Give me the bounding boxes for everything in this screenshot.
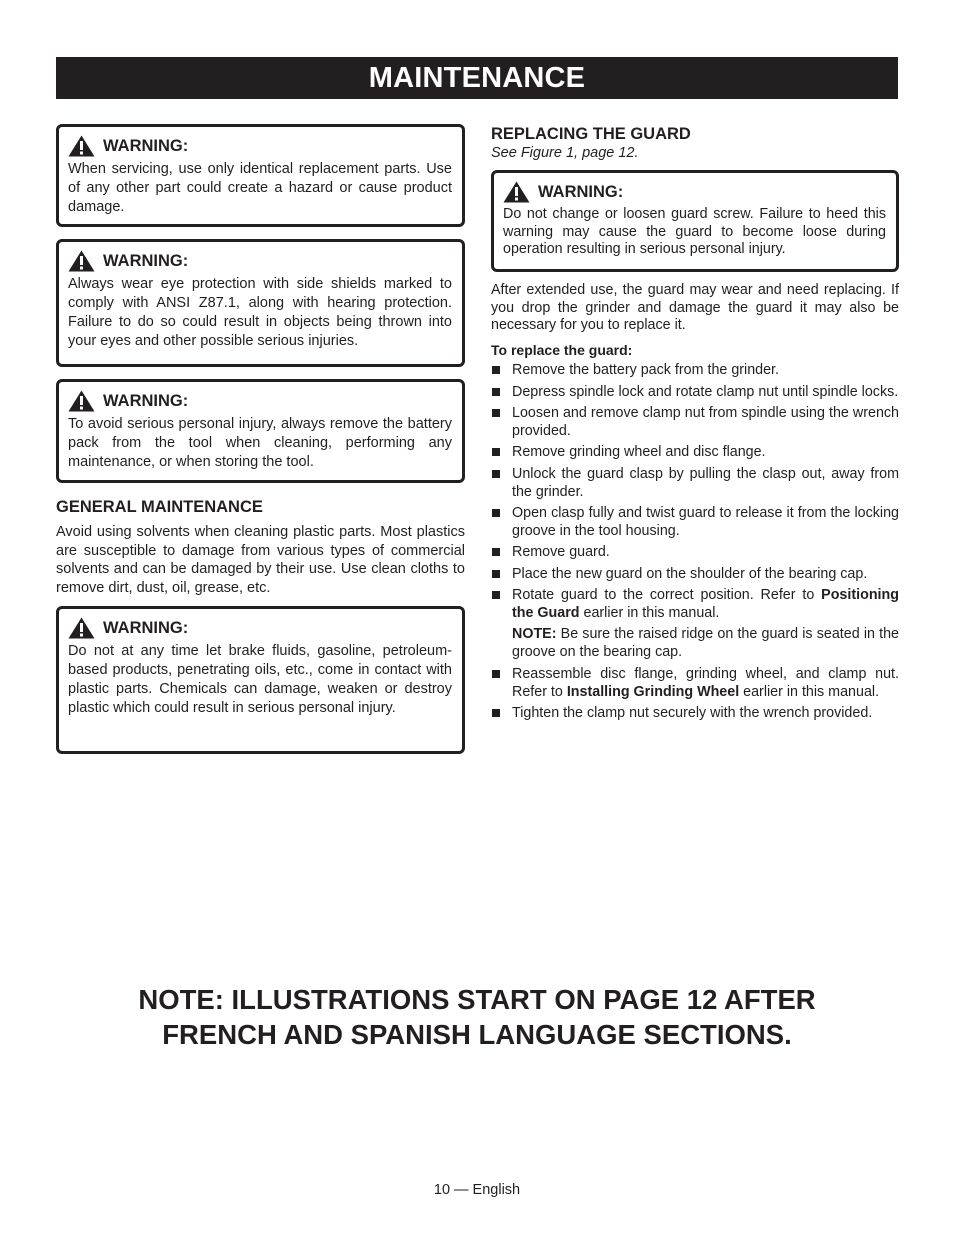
- step-text: Rotate guard to the correct position. Refer to: [512, 587, 822, 604]
- list-item: [491, 383, 899, 401]
- right-column: [491, 124, 899, 725]
- list-item: [491, 465, 899, 501]
- step-text: Remove guard.: [512, 544, 610, 561]
- warning-triangle-icon: [68, 390, 95, 412]
- warning-label: WARNING:: [103, 618, 189, 637]
- step-text: Loosen and remove clamp nut from spindle using the wrench provided.: [512, 404, 899, 439]
- warning-box-battery: [56, 379, 465, 483]
- list-item: [491, 361, 899, 379]
- warning-header: [503, 182, 886, 202]
- step-text: earlier in this manual.: [739, 683, 880, 700]
- warning-text: Always wear eye protection with side shields marked to comply with ANSI Z87.1, along with hearing protection. Failure to do so could result in objects being thrown into your eyes and other possible serious injuries.: [68, 276, 452, 349]
- bullet-square-icon: [492, 366, 500, 374]
- warning-box-replacement-parts: [56, 124, 465, 227]
- list-item: [491, 665, 899, 701]
- list-item: [491, 504, 899, 540]
- warning-box-eye-protection: [56, 239, 465, 367]
- warning-triangle-icon: [68, 617, 95, 639]
- bullet-square-icon: [492, 448, 500, 456]
- step-text: Place the new guard on the shoulder of the bearing cap.: [512, 565, 868, 582]
- step-text: Open clasp fully and twist guard to release it from the locking groove in the tool housing.: [512, 505, 899, 540]
- note-text: Be sure the raised ridge on the guard is seated in the groove on the bearing cap.: [512, 626, 899, 661]
- replacing-guard-title: REPLACING THE GUARD: [491, 125, 691, 143]
- note-label: NOTE:: [512, 626, 557, 643]
- step-text: Depress spindle lock and rotate clamp nut until spindle locks.: [512, 383, 899, 400]
- step-text: Remove grinding wheel and disc flange.: [512, 444, 766, 461]
- step-reference: Positioning the Guard: [512, 587, 899, 622]
- illustrations-note-line-2: FRENCH AND SPANISH LANGUAGE SECTIONS.: [162, 1019, 792, 1050]
- list-item: [491, 586, 899, 661]
- warning-header: [68, 251, 452, 271]
- warning-label: WARNING:: [103, 391, 189, 410]
- step-text: Reassemble disc flange, grinding wheel, and clamp nut. Refer to: [512, 665, 899, 700]
- warning-label: WARNING:: [103, 251, 189, 270]
- warning-header: [68, 391, 452, 411]
- general-maintenance-title: GENERAL MAINTENANCE: [56, 498, 263, 516]
- warning-box-chemicals: [56, 606, 465, 754]
- list-item: [491, 443, 899, 461]
- figure-reference: See Figure 1, page 12.: [491, 145, 639, 161]
- warning-header: [68, 618, 452, 638]
- step-text: earlier in this manual.: [579, 605, 720, 622]
- step-reference: Installing Grinding Wheel: [566, 683, 740, 700]
- illustrations-note-line-1: NOTE: ILLUSTRATIONS START ON PAGE 12 AFTER: [138, 984, 816, 1015]
- list-item: [491, 404, 899, 440]
- left-column: [56, 124, 465, 766]
- general-maintenance-text: Avoid using solvents when cleaning plastic parts. Most plastics are susceptible to damage from various types of commercial solvents and can be damaged by their use. Use clean cloths to remove dirt, dust, oil, grease, etc.: [56, 524, 465, 596]
- warning-label: WARNING:: [103, 136, 189, 155]
- illustrations-note: [56, 982, 898, 1052]
- step-text: Unlock the guard clasp by pulling the clasp out, away from the grinder.: [512, 465, 899, 500]
- warning-text: Do not at any time let brake fluids, gasoline, petroleum-based products, penetrating oils, etc., come in contact with plastic parts. Chemicals can damage, weaken or destroy plastic which could result in serious personal injury.: [68, 643, 452, 716]
- warning-label: WARNING:: [538, 182, 624, 201]
- warning-text: When servicing, use only identical replacement parts. Use of any other part could create a hazard or cause product damage.: [68, 161, 452, 215]
- steps-label: To replace the guard:: [491, 342, 633, 359]
- bullet-square-icon: [492, 470, 500, 478]
- step-text: Tighten the clamp nut securely with the wrench provided.: [512, 705, 873, 722]
- page-footer: 10 — English: [433, 1182, 521, 1198]
- guard-intro-text: After extended use, the guard may wear and need replacing. If you drop the grinder and damage the guard it may also be necessary for you to replace it.: [491, 282, 899, 334]
- list-item: [491, 543, 899, 561]
- warning-text: Do not change or loosen guard screw. Failure to heed this warning may cause the guard to become loose during operation resulting in serious personal injury.: [503, 206, 886, 257]
- warning-header: [68, 136, 452, 156]
- warning-triangle-icon: [503, 181, 530, 203]
- warning-box-guard-screw: [491, 170, 899, 272]
- warning-text: To avoid serious personal injury, always remove the battery pack from the tool when cleaning, performing any maintenance, or when storing the tool.: [68, 416, 452, 470]
- bullet-square-icon: [492, 570, 500, 578]
- bullet-square-icon: [492, 509, 500, 517]
- bullet-square-icon: [492, 591, 500, 599]
- warning-triangle-icon: [68, 250, 95, 272]
- bullet-square-icon: [492, 709, 500, 717]
- bullet-square-icon: [492, 670, 500, 678]
- list-item: [491, 565, 899, 583]
- guard-steps-list: [491, 361, 899, 722]
- bullet-square-icon: [492, 388, 500, 396]
- step-text: Remove the battery pack from the grinder.: [512, 362, 780, 379]
- step-note: [512, 625, 899, 661]
- warning-triangle-icon: [68, 135, 95, 157]
- bullet-square-icon: [492, 548, 500, 556]
- list-item: [491, 704, 899, 722]
- section-header: MAINTENANCE: [56, 57, 898, 99]
- bullet-square-icon: [492, 409, 500, 417]
